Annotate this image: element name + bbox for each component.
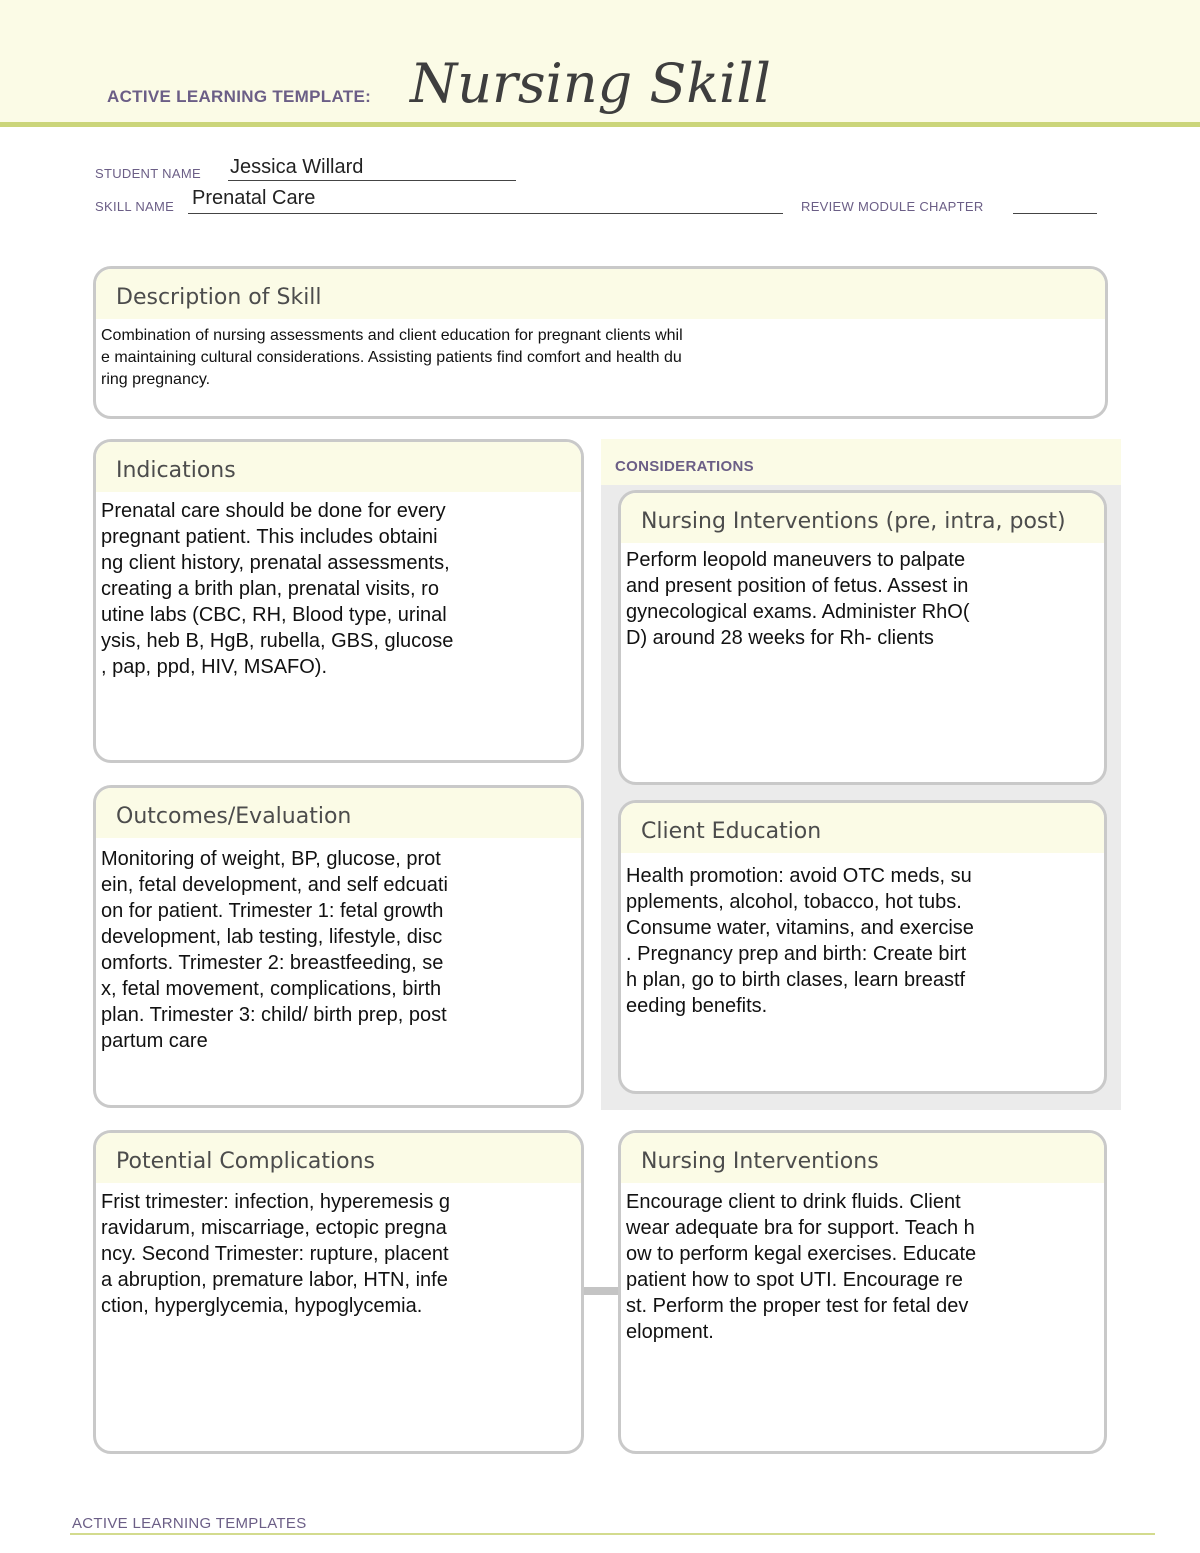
nursing-interventions-text[interactable]: Encourage client to drink fluids. Client wear adequate bra for support. Teach h ow to perform kegal exercises. Educate patient how to spot UTI. Encourage re st. Perform the proper test for fetal dev elopment. [626, 1191, 977, 1343]
page-title: Nursing Skill [410, 52, 771, 115]
connector-bar [583, 1287, 621, 1295]
client-education-title: Client Education [621, 803, 1104, 853]
review-module-field[interactable] [1013, 213, 1097, 214]
description-text[interactable]: Combination of nursing assessments and client education for pregnant clients whil e maintaining cultural considerations. Assisting patients find comfort and health du ring pregnancy. [101, 327, 683, 388]
complications-text[interactable]: Frist trimester: infection, hyperemesis g ravidarum, miscarriage, ectopic pregna ncy. Second Trimester: rupture, placent a abruption, premature labor, HTN, infe ction, hyperglycemia, hypoglycemia. [101, 1191, 450, 1317]
client-education-panel [618, 800, 1107, 1094]
footer-rule [70, 1533, 1155, 1535]
outcomes-title: Outcomes/Evaluation [96, 788, 581, 838]
considerations-label: CONSIDERATIONS [615, 458, 754, 475]
indications-text[interactable]: Prenatal care should be done for every pregnant patient. This includes obtaini ng client history, prenatal assessments, creating a brith plan, prenatal visits, ro utine labs (CBC, RH, Blood type, urinal ysis, heb B, HgB, rubella, GBS, glucose , pap, ppd, HIV, MSAFO). [101, 500, 454, 678]
outcomes-panel [93, 785, 584, 1108]
footer-label: ACTIVE LEARNING TEMPLATES [72, 1515, 307, 1532]
review-module-label: REVIEW MODULE CHAPTER [801, 199, 984, 214]
nursing-interventions-title: Nursing Interventions [621, 1133, 1104, 1183]
nursing-interventions-pip-text[interactable]: Perform leopold maneuvers to palpate and present position of fetus. Assest in gynecological exams. Administer RhO( D) around 28 weeks for Rh- clients [626, 549, 970, 649]
complications-panel [93, 1130, 584, 1454]
client-education-text[interactable]: Health promotion: avoid OTC meds, su pplements, alcohol, tobacco, hot tubs. Consume water, vitamins, and exercise . Pregnancy prep and birth: Create birt h plan, go to birth clases, learn breastf eeding benefits. [626, 865, 974, 1017]
description-title: Description of Skill [96, 269, 1105, 319]
indications-title: Indications [96, 442, 581, 492]
nursing-interventions-pip-title: Nursing Interventions (pre, intra, post) [621, 493, 1104, 543]
complications-title: Potential Complications [96, 1133, 581, 1183]
student-name-field[interactable]: Jessica Willard [230, 156, 364, 178]
header-rule [0, 122, 1200, 127]
nursing-interventions-pip-panel [618, 490, 1107, 785]
nursing-interventions-panel [618, 1130, 1107, 1454]
template-label: ACTIVE LEARNING TEMPLATE: [107, 87, 372, 106]
skill-name-label: SKILL NAME [95, 199, 175, 214]
description-panel [93, 266, 1108, 419]
indications-panel [93, 439, 584, 763]
student-name-underline [228, 180, 516, 181]
skill-name-underline [188, 213, 783, 214]
outcomes-text[interactable]: Monitoring of weight, BP, glucose, prot ein, fetal development, and self edcuati on for patient. Trimester 1: fetal growth development, lab testing, lifestyle, disc omforts. Trimester 2: breastfeeding, se x, fetal movement, complications, birth plan. Trimester 3: child/ birth prep, post partum care [101, 848, 448, 1052]
skill-name-field[interactable]: Prenatal Care [192, 187, 316, 209]
student-name-label: STUDENT NAME [95, 166, 201, 181]
